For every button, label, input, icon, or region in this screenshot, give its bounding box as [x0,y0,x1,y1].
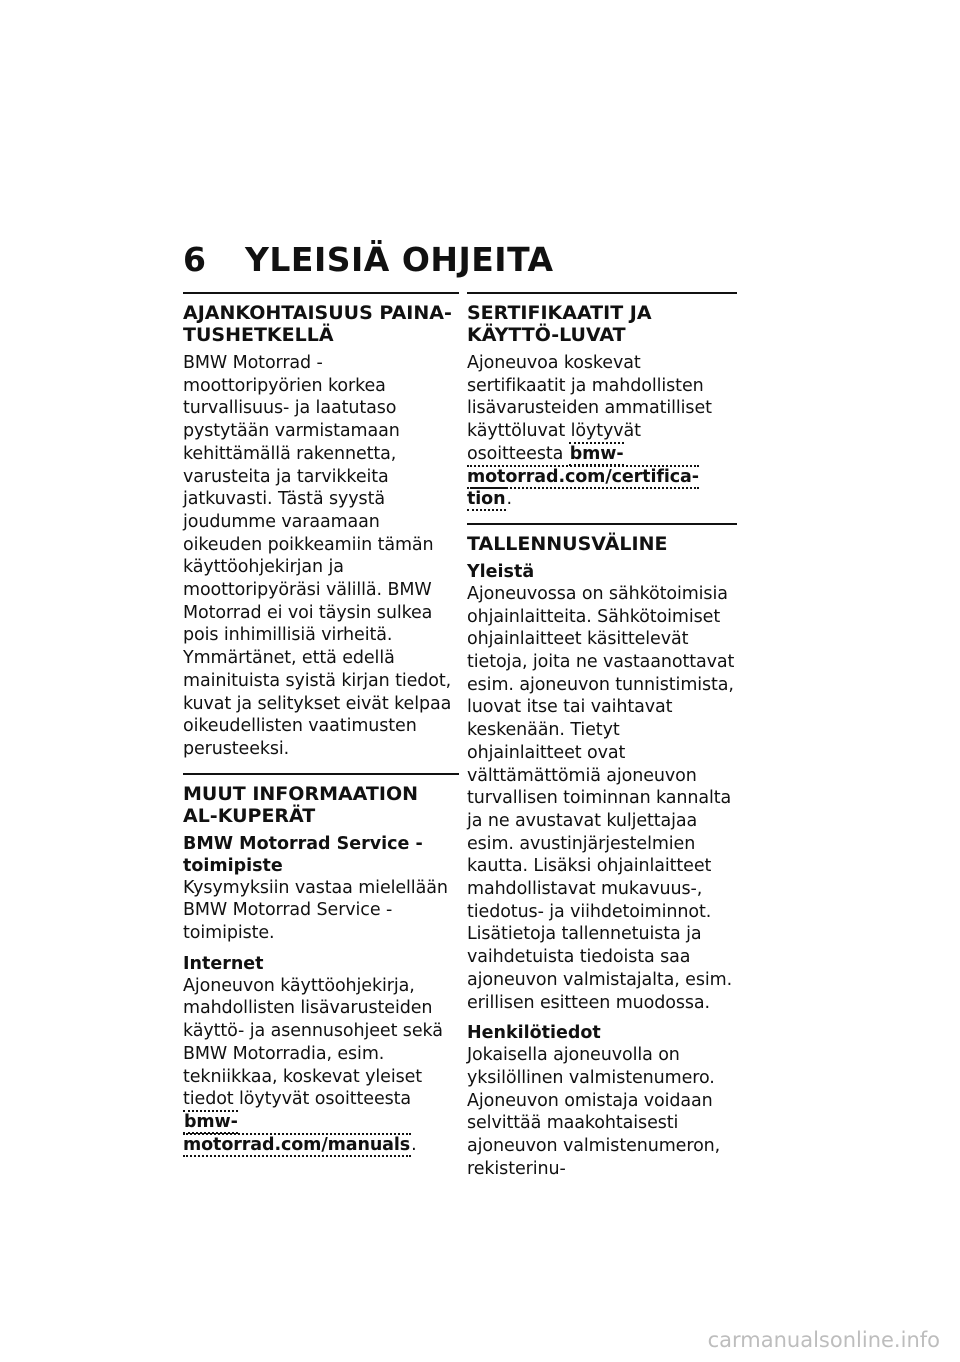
subheading-internet: Internet [183,953,264,974]
watermark-text: carmanualsonline.info [707,1328,940,1352]
section-divider [183,773,459,775]
chapter-title [183,240,554,280]
section-divider [467,523,737,525]
chapter-title-text: YLEISIÄ OHJEITA [245,240,554,279]
section-heading-storage: TALLENNUSVÄLINE [467,532,668,555]
link-period: . [411,1134,417,1155]
internet-text: Ajoneuvon käyttöohjekirja, mahdollisten lisävarusteiden käyttö- ja asennusohjeet sekä BMW Motorradia, esim. tekniikkaa, koskevat yleiset tiedot löytyvät osoitteesta [183,975,443,1110]
general-body: Ajoneuvossa on sähkötoimisia ohjainlaitteita. Sähkötoimiset ohjainlaitteet käsittelevät tietoja, joita ne vastaanottavat esim. ajoneuvon tunnistimista, luovat itse tai vaihtavat keskenään. Tietyt ohjainlaitteet ovat välttämättömiä ajoneuvon turvallisen toiminnan kannalta ja ne avustavat kuljettajaa esim. avustinjärjestelmien kautta. Lisäksi ohjainlaitteet mahdollistavat mukavuus-, tiedotus- ja viihdetoiminnot. [467,583,735,922]
section-heading-other-sources: MUUT INFORMAATION AL-KUPERÄT [183,782,418,827]
left-column [183,292,459,1156]
link-period: . [506,489,512,510]
certificates-text: Ajoneuvoa koskevat sertifikaatit ja mahdollisten lisävarusteiden ammatilliset käyttöluvat löytyvät osoitteesta [467,353,712,464]
section-divider [183,292,459,294]
section-heading-certificates: SERTIFIKAATIT JA KÄYTTÖ-LUVAT [467,302,652,346]
service-body: Kysymyksiin vastaa mielellään BMW Motorrad Service -toimipiste. [183,877,448,944]
section-heading-currency: AJANKOHTAISUUS PAINA-TUSHETKELLÄ [183,302,452,346]
currency-body: BMW Motorrad -moottoripyörien korkea turvallisuus- ja laatutaso pystytään varmistamaan kehittämällä rakennetta, varusteita ja tarvikkeita jatkuvasti. Tästä syystä joudumme varaamaan oikeuden poikkeamiin tämän käyttöohjekirjan ja moottoripyöräsi välillä. BMW Motorrad ei voi täysin sulkea pois inhimillisiä virheitä. Ymmärtänet, että edellä mainituista syistä kirjan tiedot, kuvat ja selitykset eivät kelpaa oikeudellisten vaatimusten perusteeksi. [183,353,452,759]
personal-data-body: Jokaisella ajoneuvolla on yksilöllinen valmistenumero. Ajoneuvon omistaja voidaan selvittää maakohtaisesti ajoneuvon valmistenumeron, rekisterinu- [467,1045,721,1179]
subheading-service: BMW Motorrad Service -toimipiste [183,833,423,876]
right-column [467,292,737,1181]
manuals-link[interactable]: bmw-motorrad.com/manuals [183,1111,411,1155]
section-divider [467,292,737,294]
subheading-general: Yleistä [467,561,535,582]
general-body-more: Lisätietoja tallennetuista ja vaihdetuista tiedoista saa ajoneuvon valmistajalta, esim. erillisen esitteen muodossa. [467,924,733,1013]
internet-body [183,975,459,1157]
subheading-personal-data: Henkilötiedot [467,1023,601,1044]
chapter-number: 6 [183,240,207,279]
certification-link[interactable]: bmw-motorrad.com/certifica-tion [467,443,699,510]
certificates-body [467,352,737,511]
